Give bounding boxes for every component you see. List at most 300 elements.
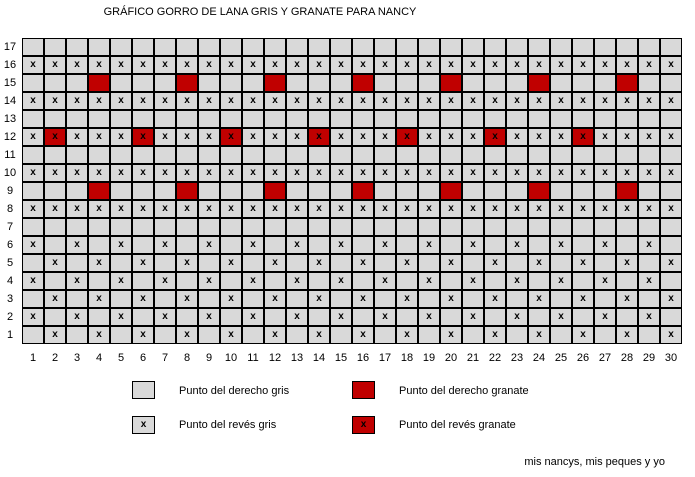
stitch-cell [374,290,396,308]
stitch-cell: x [440,326,462,344]
stitch-cell [418,182,440,200]
stitch-cell: x [330,236,352,254]
stitch-cell [66,182,88,200]
stitch-cell: x [220,326,242,344]
stitch-cell: x [22,200,44,218]
stitch-cell [22,290,44,308]
stitch-cell [484,308,506,326]
stitch-cell: x [308,290,330,308]
stitch-cell [506,290,528,308]
stitch-cell [264,110,286,128]
stitch-cell [660,308,682,326]
stitch-cell [176,308,198,326]
column-label: 11 [247,352,259,364]
stitch-cell: x [242,272,264,290]
stitch-cell: x [286,272,308,290]
stitch-cell [198,218,220,236]
stitch-cell: x [308,92,330,110]
stitch-cell [242,38,264,56]
stitch-cell [550,326,572,344]
stitch-cell [396,146,418,164]
stitch-cell [66,38,88,56]
stitch-cell [242,326,264,344]
stitch-cell [220,236,242,254]
stitch-cell [22,146,44,164]
stitch-cell [418,326,440,344]
legend-swatch-derecho-granate [352,381,375,399]
stitch-cell: x [660,200,682,218]
stitch-cell: x [418,236,440,254]
stitch-cell: x [572,290,594,308]
stitch-cell [110,146,132,164]
stitch-cell: x [242,308,264,326]
stitch-cell [154,38,176,56]
stitch-cell [572,146,594,164]
stitch-cell: x [616,128,638,146]
stitch-cell: x [396,290,418,308]
stitch-cell: x [550,128,572,146]
stitch-cell [66,74,88,92]
stitch-cell: x [220,128,242,146]
stitch-cell: x [264,92,286,110]
stitch-cell [242,110,264,128]
stitch-cell [110,74,132,92]
stitch-cell: x [462,164,484,182]
stitch-cell [616,308,638,326]
stitch-cell: x [528,128,550,146]
stitch-cell [132,218,154,236]
stitch-cell: x [110,56,132,74]
stitch-cell: x [264,326,286,344]
stitch-cell: x [242,200,264,218]
stitch-cell [242,182,264,200]
stitch-cell: x [220,254,242,272]
stitch-cell [220,110,242,128]
stitch-cell [242,146,264,164]
stitch-cell: x [330,56,352,74]
stitch-cell [242,290,264,308]
stitch-cell [660,110,682,128]
stitch-cell [286,290,308,308]
stitch-cell: x [198,92,220,110]
stitch-cell [22,326,44,344]
stitch-cell [154,326,176,344]
column-label: 7 [161,352,169,364]
column-label: 2 [51,352,59,364]
stitch-cell: x [330,128,352,146]
stitch-cell: x [484,56,506,74]
stitch-cell [550,254,572,272]
stitch-cell: x [44,254,66,272]
column-label: 12 [268,352,282,364]
stitch-cell: x [22,92,44,110]
stitch-cell: x [242,56,264,74]
column-label: 5 [117,352,125,364]
legend-label-derecho-gris: Punto del derecho gris [179,385,290,397]
stitch-cell [374,254,396,272]
stitch-cell [418,74,440,92]
stitch-cell [176,110,198,128]
stitch-cell: x [594,164,616,182]
stitch-cell [352,236,374,254]
stitch-cell [440,146,462,164]
stitch-cell [572,308,594,326]
stitch-cell [594,146,616,164]
stitch-cell [44,308,66,326]
stitch-cell [660,182,682,200]
stitch-cell: x [484,326,506,344]
row-label: 15 [3,77,17,89]
stitch-cell: x [22,128,44,146]
stitch-cell: x [638,92,660,110]
stitch-cell [220,146,242,164]
stitch-cell: x [440,290,462,308]
stitch-cell: x [88,254,110,272]
stitch-cell [440,182,462,200]
row-label: 17 [3,41,17,53]
stitch-cell: x [484,164,506,182]
stitch-cell: x [286,56,308,74]
legend-swatch-reves-gris [132,416,155,434]
stitch-cell: x [528,92,550,110]
stitch-cell [220,218,242,236]
stitch-cell: x [506,56,528,74]
stitch-cell [176,218,198,236]
stitch-cell [132,308,154,326]
stitch-cell [308,182,330,200]
stitch-cell [66,110,88,128]
stitch-cell: x [484,290,506,308]
column-label: 15 [334,352,348,364]
stitch-cell [616,272,638,290]
stitch-cell: x [44,200,66,218]
stitch-cell [22,110,44,128]
stitch-cell: x [220,92,242,110]
stitch-cell: x [484,200,506,218]
stitch-cell [660,74,682,92]
stitch-cell [22,218,44,236]
stitch-cell: x [352,200,374,218]
stitch-cell: x [418,272,440,290]
stitch-cell: x [66,128,88,146]
stitch-cell [110,254,132,272]
stitch-cell: x [594,128,616,146]
stitch-cell: x [176,128,198,146]
column-label: 24 [532,352,546,364]
stitch-cell: x [330,92,352,110]
stitch-cell: x [572,56,594,74]
stitch-cell [330,218,352,236]
stitch-cell [22,182,44,200]
stitch-cell [198,146,220,164]
stitch-cell [572,182,594,200]
stitch-cell: x [506,236,528,254]
stitch-cell: x [528,200,550,218]
stitch-cell: x [44,164,66,182]
stitch-cell: x [638,236,660,254]
stitch-cell: x [440,128,462,146]
stitch-cell [572,218,594,236]
stitch-cell: x [132,254,154,272]
stitch-cell: x [154,128,176,146]
stitch-cell [264,236,286,254]
stitch-cell [374,182,396,200]
stitch-cell: x [506,92,528,110]
stitch-cell [374,146,396,164]
stitch-cell: x [572,326,594,344]
stitch-cell: x [374,164,396,182]
stitch-cell [616,146,638,164]
stitch-cell [242,218,264,236]
stitch-cell [66,254,88,272]
stitch-cell [506,254,528,272]
stitch-cell [308,38,330,56]
stitch-cell: x [110,200,132,218]
stitch-cell: x [198,272,220,290]
stitch-cell [638,290,660,308]
stitch-cell [44,38,66,56]
stitch-cell [506,38,528,56]
stitch-cell [264,146,286,164]
stitch-cell [550,146,572,164]
stitch-cell [616,38,638,56]
stitch-cell: x [176,326,198,344]
row-label: 9 [6,185,14,197]
stitch-cell: x [374,236,396,254]
stitch-cell: x [110,272,132,290]
stitch-cell [176,236,198,254]
row-label: 5 [6,257,14,269]
stitch-cell [660,236,682,254]
stitch-cell: x [638,200,660,218]
stitch-cell [198,74,220,92]
stitch-cell: x [198,128,220,146]
stitch-cell: x [550,56,572,74]
stitch-cell: x [440,254,462,272]
stitch-cell [638,182,660,200]
stitch-cell: x [572,200,594,218]
stitch-cell: x [264,200,286,218]
stitch-cell [462,182,484,200]
stitch-cell: x [220,56,242,74]
stitch-cell: x [198,200,220,218]
legend-label-reves-granate: Punto del revés granate [399,419,516,431]
stitch-cell [88,74,110,92]
stitch-cell [528,272,550,290]
column-label: 17 [378,352,392,364]
stitch-cell: x [616,56,638,74]
column-label: 10 [224,352,238,364]
stitch-cell [550,74,572,92]
stitch-cell [154,290,176,308]
stitch-cell: x [616,164,638,182]
stitch-cell [110,110,132,128]
row-label: 12 [3,131,17,143]
stitch-cell [594,38,616,56]
stitch-cell: x [88,326,110,344]
stitch-cell [154,74,176,92]
stitch-cell: x [308,200,330,218]
stitch-cell: x [242,128,264,146]
stitch-cell: x [110,92,132,110]
stitch-cell [638,254,660,272]
stitch-cell: x [198,236,220,254]
stitch-cell: x [154,236,176,254]
stitch-cell: x [594,56,616,74]
stitch-cell: x [132,326,154,344]
stitch-cell [396,218,418,236]
stitch-cell: x [528,290,550,308]
legend-swatch-reves-granate [352,416,375,434]
stitch-cell: x [484,92,506,110]
stitch-cell [528,146,550,164]
stitch-cell [330,146,352,164]
stitch-cell: x [352,92,374,110]
stitch-cell: x [44,290,66,308]
stitch-cell: x [528,56,550,74]
legend-swatch-derecho-gris [132,381,155,399]
column-label: 18 [400,352,414,364]
stitch-cell [594,290,616,308]
stitch-cell [110,218,132,236]
stitch-cell [638,146,660,164]
stitch-cell [220,38,242,56]
stitch-cell: x [418,56,440,74]
stitch-cell [506,110,528,128]
stitch-cell: x [286,308,308,326]
stitch-cell: x [462,92,484,110]
stitch-cell [220,272,242,290]
stitch-cell [264,182,286,200]
stitch-cell [616,110,638,128]
stitch-cell: x [550,236,572,254]
stitch-cell: x [550,164,572,182]
stitch-cell: x [528,164,550,182]
chart-title: GRÁFICO GORRO DE LANA GRIS Y GRANATE PARA NANCY [103,6,417,18]
stitch-cell: x [462,236,484,254]
stitch-cell [198,254,220,272]
stitch-cell: x [88,92,110,110]
stitch-cell [44,146,66,164]
stitch-cell: x [550,200,572,218]
stitch-cell: x [374,272,396,290]
footer-credit: mis nancys, mis peques y yo [524,456,665,468]
stitch-cell [396,38,418,56]
stitch-cell: x [374,308,396,326]
stitch-cell: x [286,236,308,254]
column-label: 1 [29,352,37,364]
stitch-cell: x [616,290,638,308]
stitch-cell: x [396,326,418,344]
stitch-cell [616,182,638,200]
stitch-cell [264,74,286,92]
stitch-cell [550,38,572,56]
row-label: 7 [6,221,14,233]
stitch-cell: x [66,272,88,290]
stitch-cell [44,218,66,236]
stitch-cell [484,38,506,56]
stitch-cell [330,110,352,128]
stitch-cell [506,218,528,236]
stitch-cell [528,218,550,236]
stitch-cell: x [462,200,484,218]
stitch-cell [330,326,352,344]
stitch-cell: x [154,200,176,218]
stitch-cell [352,218,374,236]
column-label: 21 [466,352,480,364]
stitch-cell: x [396,200,418,218]
stitch-cell [462,254,484,272]
column-label: 8 [183,352,191,364]
stitch-cell [286,254,308,272]
stitch-cell: x [506,128,528,146]
column-label: 13 [290,352,304,364]
stitch-cell [418,110,440,128]
stitch-cell [352,308,374,326]
stitch-cell: x [66,56,88,74]
stitch-cell [198,38,220,56]
stitch-cell: x [198,56,220,74]
stitch-cell: x [374,92,396,110]
stitch-cell: x [110,128,132,146]
stitch-cell: x [22,308,44,326]
stitch-cell [660,38,682,56]
stitch-cell [638,218,660,236]
stitch-cell [440,236,462,254]
stitch-cell [396,110,418,128]
stitch-cell: x [176,200,198,218]
stitch-cell: x [572,254,594,272]
stitch-cell: x [22,272,44,290]
stitch-cell [484,110,506,128]
stitch-cell: x [176,56,198,74]
stitch-cell [132,38,154,56]
column-label: 30 [664,352,678,364]
stitch-cell [528,182,550,200]
stitch-cell [440,272,462,290]
stitch-cell: x [198,164,220,182]
stitch-cell: x [88,56,110,74]
stitch-cell: x [132,56,154,74]
stitch-cell [462,74,484,92]
stitch-cell: x [506,308,528,326]
stitch-cell: x [88,164,110,182]
stitch-cell: x [264,164,286,182]
stitch-cell [550,182,572,200]
stitch-cell: x [264,56,286,74]
stitch-cell [242,74,264,92]
stitch-cell: x [264,290,286,308]
stitch-cell [484,182,506,200]
stitch-cell [550,110,572,128]
stitch-cell [88,236,110,254]
stitch-cell [330,182,352,200]
stitch-cell [44,272,66,290]
stitch-cell [308,218,330,236]
legend-symbol: x [360,419,367,430]
stitch-cell [286,218,308,236]
stitch-cell [286,38,308,56]
stitch-cell: x [110,236,132,254]
stitch-cell [616,218,638,236]
stitch-cell: x [44,326,66,344]
stitch-cell [594,74,616,92]
stitch-cell [550,218,572,236]
stitch-cell [88,146,110,164]
stitch-cell: x [660,164,682,182]
stitch-cell [198,326,220,344]
stitch-cell [572,236,594,254]
